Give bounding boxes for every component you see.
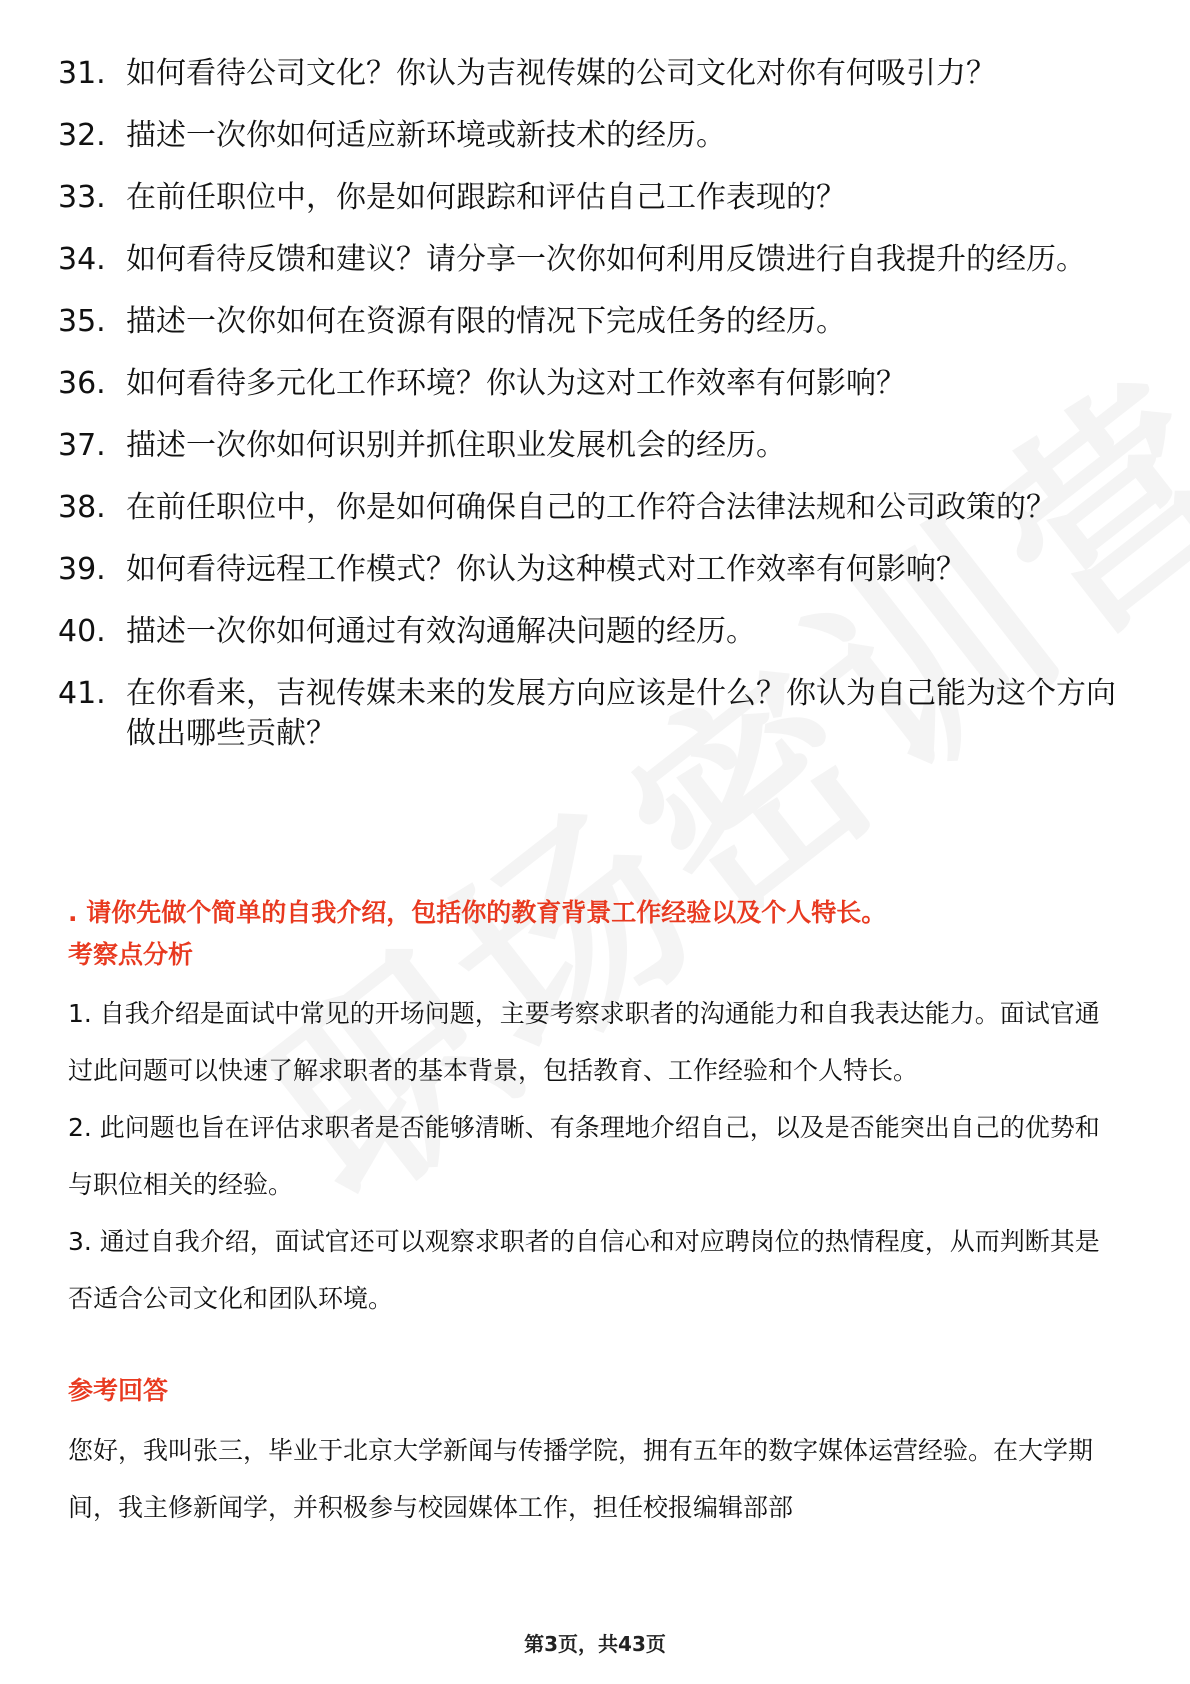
question-text: 如何看待反馈和建议？请分享一次你如何利用反馈进行自我提升的经历。	[126, 242, 1086, 277]
question-text: 描述一次你如何在资源有限的情况下完成任务的经历。	[126, 304, 846, 339]
answer-text: 您好，我叫张三，毕业于北京大学新闻与传播学院，拥有五年的数字媒体运营经验。在大学期间，我主修新闻学，并积极参与校园媒体工作，担任校报编辑部部	[68, 1436, 1094, 1522]
question-item	[58, 612, 1118, 652]
question-number: 40.	[58, 614, 106, 649]
question-text: 描述一次你如何适应新环境或新技术的经历。	[126, 118, 726, 153]
question-item	[58, 364, 1118, 404]
analysis-section	[68, 985, 1118, 1327]
question-item	[58, 178, 1118, 218]
question-text: 如何看待公司文化？你认为吉视传媒的公司文化对你有何吸引力？	[126, 56, 996, 91]
question-item	[58, 488, 1118, 528]
answer-label: 参考回答	[68, 1376, 169, 1405]
question-item	[58, 116, 1118, 156]
question-text: 如何看待多元化工作环境？你认为这对工作效率有何影响？	[126, 366, 906, 401]
question-item	[58, 302, 1118, 342]
analysis-label: 考察点分析	[68, 940, 194, 969]
question-number: 31.	[58, 56, 106, 91]
question-text: 如何看待远程工作模式？你认为这种模式对工作效率有何影响？	[126, 552, 966, 587]
question-number: 34.	[58, 242, 106, 277]
question-item	[58, 240, 1118, 280]
question-item	[58, 674, 1118, 754]
question-number: 35.	[58, 304, 106, 339]
analysis-point: 1. 自我介绍是面试中常见的开场问题，主要考察求职者的沟通能力和自我表达能力。面试官通过此问题可以快速了解求职者的基本背景，包括教育、工作经验和个人特长。	[68, 999, 1100, 1085]
analysis-point: 3. 通过自我介绍，面试官还可以观察求职者的自信心和对应聘岗位的热情程度，从而判断其是否适合公司文化和团队环境。	[68, 1227, 1100, 1313]
analysis-point: 2. 此问题也旨在评估求职者是否能够清晰、有条理地介绍自己，以及是否能突出自己的优势和与职位相关的经验。	[68, 1113, 1100, 1199]
question-item	[58, 426, 1118, 466]
question-number: 37.	[58, 428, 106, 463]
question-number: 39.	[58, 552, 106, 587]
page-number: 第3页，共43页	[524, 1632, 666, 1656]
question-number: 36.	[58, 366, 106, 401]
question-text: 在前任职位中，你是如何跟踪和评估自己工作表现的？	[126, 180, 846, 215]
question-item	[58, 550, 1118, 590]
question-heading: . 请你先做个简单的自我介绍，包括你的教育背景工作经验以及个人特长。	[68, 898, 887, 927]
question-number: 33.	[58, 180, 106, 215]
question-number: 32.	[58, 118, 106, 153]
question-text: 描述一次你如何通过有效沟通解决问题的经历。	[126, 614, 756, 649]
question-item	[58, 54, 1118, 94]
question-list	[58, 54, 1118, 776]
question-number: 38.	[58, 490, 106, 525]
question-number: 41.	[58, 676, 106, 711]
question-text: 在你看来，吉视传媒未来的发展方向应该是什么？你认为自己能为这个方向做出哪些贡献？	[126, 676, 1116, 751]
question-text: 描述一次你如何识别并抓住职业发展机会的经历。	[126, 428, 786, 463]
question-text: 在前任职位中，你是如何确保自己的工作符合法律法规和公司政策的？	[126, 490, 1056, 525]
